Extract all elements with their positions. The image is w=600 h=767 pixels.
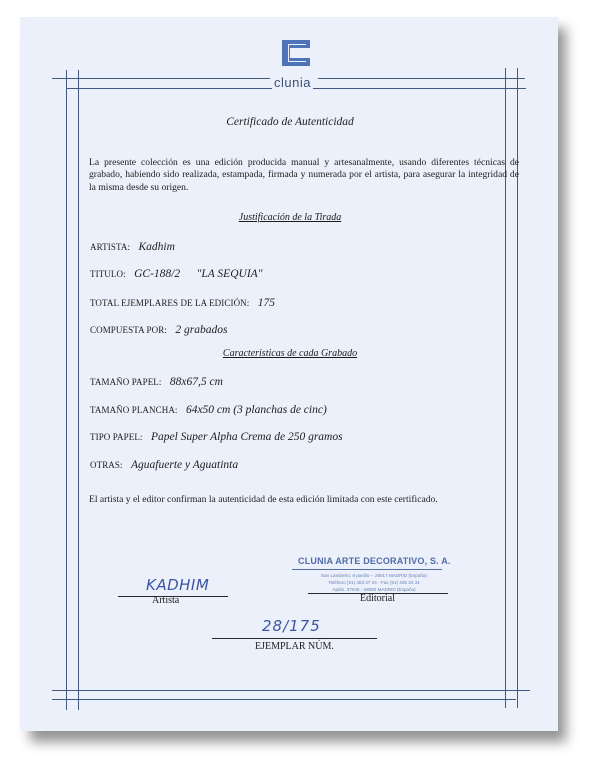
border-line-bottom-outer bbox=[52, 690, 530, 691]
border-line-left-inner bbox=[78, 70, 79, 710]
edition-label: EJEMPLAR NÚM. bbox=[255, 641, 334, 652]
stamp-company-name: CLUNIA ARTE DECORATIVO, S. A. bbox=[298, 556, 451, 566]
field-otras bbox=[90, 459, 238, 471]
total-value: 175 bbox=[257, 297, 276, 309]
papel-value: 88x67,5 cm bbox=[169, 376, 223, 388]
field-titulo bbox=[90, 268, 263, 280]
field-artista bbox=[90, 241, 175, 253]
total-label: TOTAL EJEMPLARES DE LA EDICIÓN: bbox=[90, 298, 250, 308]
border-line-bottom-inner bbox=[52, 699, 516, 700]
otras-value: Aguafuerte y Aguatinta bbox=[131, 459, 239, 471]
edition-number-line bbox=[212, 638, 377, 639]
artist-signature: KADHIM bbox=[146, 576, 210, 594]
certificate-title: Certificado de Autenticidad bbox=[226, 116, 354, 128]
border-line-left-outer bbox=[66, 70, 67, 710]
editor-label: Editorial bbox=[360, 593, 395, 604]
tipo-value: Papel Super Alpha Crema de 250 gramos bbox=[150, 431, 343, 443]
artista-value: Kadhim bbox=[138, 241, 175, 253]
logo-text: clunia bbox=[274, 75, 311, 90]
field-tamano-plancha bbox=[90, 404, 327, 416]
titulo-code: GC-188/2 bbox=[134, 268, 181, 280]
compuesta-value: 2 grabados bbox=[175, 324, 228, 336]
section-heading-caracteristicas: Caracteristicas de cada Grabado bbox=[222, 348, 358, 359]
tipo-label: TIPO PAPEL: bbox=[90, 432, 143, 442]
plancha-label: TAMAÑO PLANCHA: bbox=[90, 405, 178, 415]
field-compuesta bbox=[90, 324, 227, 336]
stamp-address-line-2: Teléfono (91) 403 37 04 - Fax (91) 405 34 31 bbox=[328, 580, 420, 585]
plancha-value: 64x50 cm (3 planchas de cinc) bbox=[185, 404, 327, 416]
titulo-name: "LA SEQUIA" bbox=[196, 268, 263, 280]
artist-label: Artista bbox=[152, 595, 180, 606]
stamp-underline bbox=[292, 569, 442, 570]
edition-number-handwritten: 28/175 bbox=[262, 617, 321, 635]
closing-paragraph: El artista y el editor confirman la autenticidad de esta edición limitada con este certificado. bbox=[89, 494, 438, 505]
papel-label: TAMAÑO PAPEL: bbox=[90, 377, 162, 387]
artista-label: ARTISTA: bbox=[90, 242, 131, 252]
stamp-address-line-3: Apido. 37049 - 28080 MADRID (España) bbox=[332, 587, 416, 592]
section-heading-justificacion: Justificación de la Tirada bbox=[238, 212, 342, 223]
compuesta-label: COMPUESTA POR: bbox=[90, 325, 167, 335]
stamp-address-line-1: San Lamberto, 9 pasillo -- 28017 MADRID (España) bbox=[321, 573, 427, 578]
otras-label: OTRAS: bbox=[90, 460, 123, 470]
field-total-ejemplares bbox=[90, 297, 275, 309]
field-tamano-papel bbox=[90, 376, 223, 388]
titulo-label: TITULO: bbox=[90, 269, 126, 279]
field-tipo-papel bbox=[90, 431, 343, 443]
intro-paragraph: La presente colección es una edición producida manual y artesanalmente, usando diferentes técnicas de grabado, habiendo sido realizada, estampada, firmada y numerada por el artista, para asegurar la integridad de la misma desde su origen. bbox=[89, 157, 519, 193]
